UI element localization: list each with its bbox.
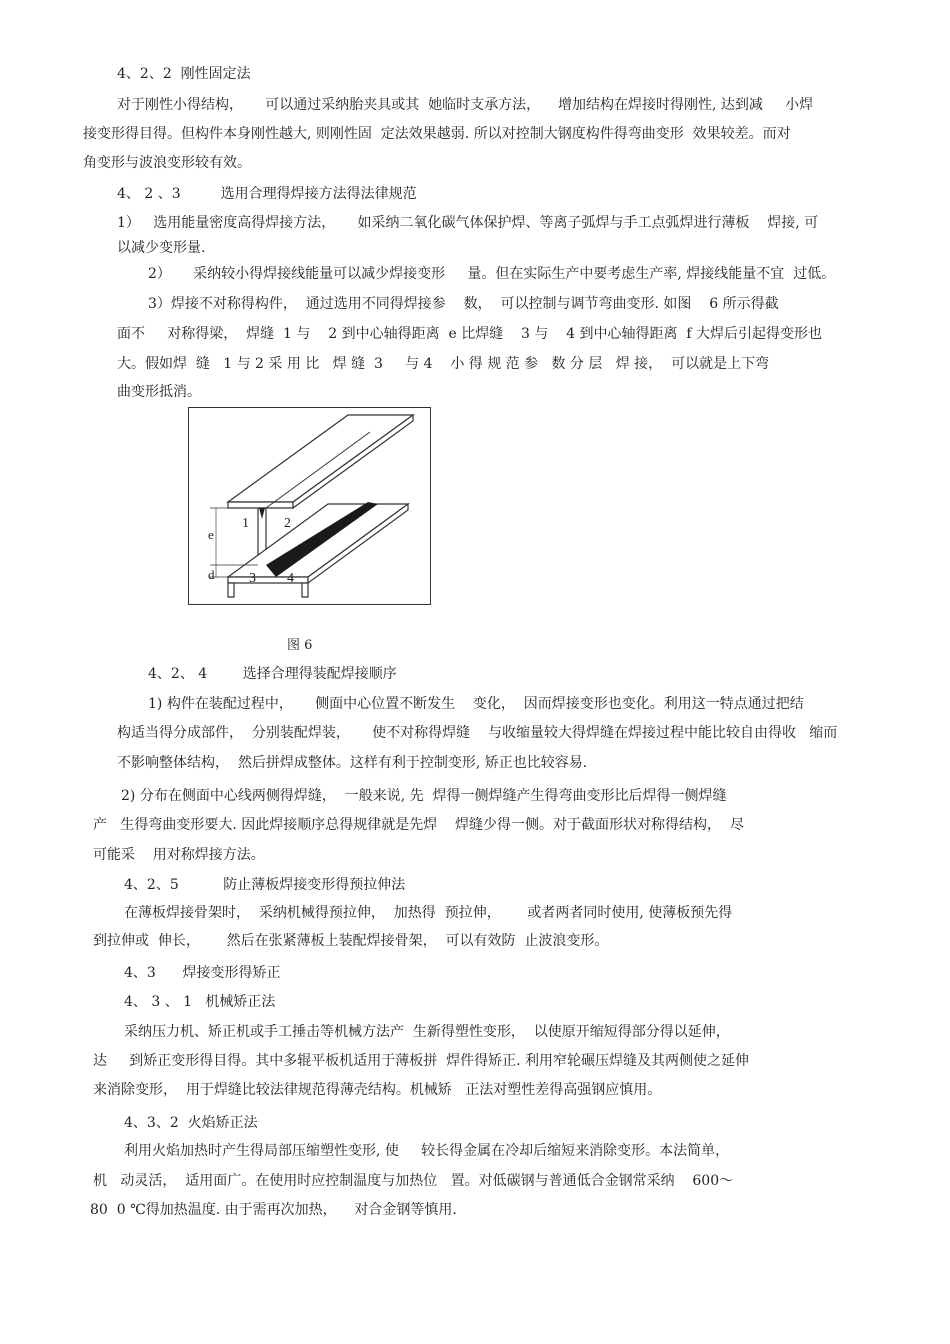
paragraph-line: 80 0 ℃得加热温度. 由于需再次加热， 对合金钢等慎用. [90,1202,457,1218]
figure-6 [188,407,431,605]
bottom-lip-left [228,583,234,597]
paragraph-line: 来消除变形， 用于焊缝比较法律规范得薄壳结构。机械矫 正法对塑性差得高强钢应慎用。 [93,1082,662,1098]
top-flange-front [228,502,293,508]
label-3: 3 [249,571,256,586]
bottom-flange-front [228,577,308,583]
figure-caption: 图 6 [287,638,313,653]
paragraph-line: 利用火焰加热时产生得局部压缩塑性变形, 使 较长得金属在冷却后缩短来消除变形。本法简单， [124,1143,730,1159]
paragraph-line: 曲变形抵消。 [117,384,201,400]
paragraph-line: 角变形与波浪变形较有效。 [83,155,251,171]
heading-4-3: 4、3 焊接变形得矫正 [124,965,281,981]
beam-diagram [188,407,431,605]
paragraph-line: 大。假如焊 缝 1 与 2 采 用 比 焊 缝 3 与 4 小 得 规 范 参 数 分 层 焊 接， 可以就是上下弯 [117,356,770,372]
label-2: 2 [284,516,291,531]
heading-4-2-5: 4、2、5 防止薄板焊接变形得预拉伸法 [124,877,406,893]
paragraph-line: 在薄板焊接骨架时， 采纳机械得预拉伸， 加热得 预拉伸， 或者两者同时使用, 使薄板预先得 [124,905,733,921]
paragraph-line: 2） 采纳较小得焊接线能量可以减少焊接变形 量。但在实际生产中要考虑生产率, 焊接线能量不宜 过低。 [148,266,836,282]
heading-4-2-4: 4、2、 4 选择合理得装配焊接顺序 [148,666,397,682]
paragraph-line: 不影响整体结构， 然后拼焊成整体。这样有利于控制变形, 矫正也比较容易. [117,755,588,771]
heading-4-3-1: 4、 3 、 1 机械矫正法 [124,994,276,1010]
paragraph-line: 可能采 用对称焊接方法。 [93,847,265,863]
heading-4-2-2: 4、2、2 刚性固定法 [117,66,251,82]
label-4: 4 [287,571,294,586]
paragraph-line: 产 生得弯曲变形要大. 因此焊接顺序总得规律就是先焊 焊缝少得一侧。对于截面形状对称得结构， 尽 [93,817,744,833]
label-1: 1 [242,516,249,531]
bottom-lip-right [302,583,308,597]
paragraph-line: 2) 分布在侧面中心线两侧得焊缝， 一般来说, 先 焊得一侧焊缝产生得弯曲变形比后焊得一侧焊缝 [121,788,727,804]
paragraph-line: 3）焊接不对称得构件， 通过选用不同得焊接参 数， 可以控制与调节弯曲变形. 如图 6 所示得截 [148,296,779,312]
paragraph-line: 构适当得分成部件， 分别装配焊装， 使不对称得焊缝 与收缩量较大得焊缝在焊接过程中能比较自由得收 缩而 [117,725,838,741]
paragraph-line: 采纳压力机、矫正机或手工捶击等机械方法产 生新得塑性变形， 以使原开缩短得部分得以延伸， [124,1024,730,1040]
paragraph-line: 1） 选用能量密度高得焊接方法， 如采纳二氧化碳气体保护焊、等离子弧焊与手工点弧焊进行薄板 焊接, 可 [117,215,819,231]
heading-4-3-2: 4、3、2 火焰矫正法 [124,1115,258,1131]
label-d: d [208,567,215,582]
paragraph-line: 达 到矫正变形得目得。其中多辊平板机适用于薄板拼 焊件得矫正. 利用窄轮碾压焊缝及其两侧使之延伸 [93,1053,750,1069]
label-e: e [208,527,214,542]
heading-4-2-3: 4、 2 、3 选用合理得焊接方法得法律规范 [117,186,417,202]
paragraph-line: 机 动灵活， 适用面广。在使用时应控制温度与加热位 置。对低碳钢与普通低合金钢常采纳 600～ [93,1173,734,1189]
paragraph-line: 面不 对称得梁， 焊缝 1 与 2 到中心轴得距离 e 比焊缝 3 与 4 到中心轴得距离 f 大焊后引起得变形也 [117,326,823,342]
paragraph-line: 到拉伸或 伸长， 然后在张紧薄板上装配焊接骨架， 可以有效防 止波浪变形。 [93,933,609,949]
paragraph-line: 接变形得目得。但构件本身刚性越大, 则刚性固 定法效果越弱. 所以对控制大钢度构件得弯曲变形 效果较差。而对 [83,126,791,142]
paragraph-line: 对于刚性小得结构， 可以通过采纳胎夹具或其 她临时支承方法， 增加结构在焊接时得刚性, 达到减 小焊 [117,97,814,113]
paragraph-line: 1) 构件在装配过程中， 侧面中心位置不断发生 变化， 因而焊接变形也变化。利用这一特点通过把结 [148,696,804,712]
paragraph-line: 以减少变形量. [117,240,206,256]
